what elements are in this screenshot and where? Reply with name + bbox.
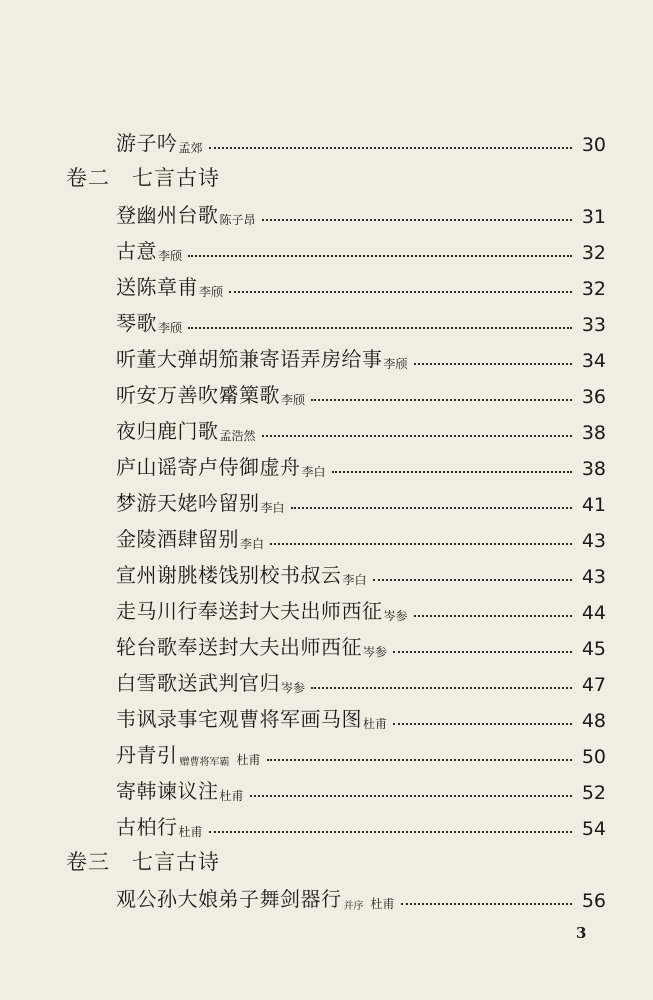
entry-page-number: 32 xyxy=(581,278,606,300)
toc-entry xyxy=(66,412,606,448)
dot-leader xyxy=(332,471,572,473)
dot-leader xyxy=(209,831,572,833)
toc-entry xyxy=(66,268,606,304)
poem-author: 李颀 xyxy=(158,321,183,335)
entry-page-number: 32 xyxy=(581,242,606,264)
dot-leader xyxy=(311,399,572,401)
poem-title: 古柏行 xyxy=(116,815,178,839)
dot-leader xyxy=(188,255,572,257)
entry-page-number: 34 xyxy=(581,350,606,372)
poem-author: 岑参 xyxy=(281,681,306,695)
poem-title: 白雪歌送武判官归 xyxy=(116,671,280,695)
entry-page-number: 44 xyxy=(581,602,606,624)
poem-title: 金陵酒肆留别 xyxy=(116,527,239,551)
entry-page-number: 52 xyxy=(581,782,606,804)
volume-heading xyxy=(66,844,606,880)
entry-page-number: 41 xyxy=(581,494,606,516)
poem-title: 游子吟 xyxy=(116,131,178,155)
toc-entry xyxy=(66,664,606,700)
poem-title: 宣州谢朓楼饯别校书叔云 xyxy=(116,563,342,587)
toc-entry xyxy=(66,232,606,268)
entry-page-number: 43 xyxy=(581,566,606,588)
poem-title: 寄韩谏议注 xyxy=(116,779,219,803)
poem-title: 轮台歌奉送封大夫出师西征 xyxy=(116,635,362,659)
poem-title: 夜归鹿门歌 xyxy=(116,419,219,443)
entry-page-number: 48 xyxy=(581,710,606,732)
poem-author: 李颀 xyxy=(383,357,408,371)
entry-page-number: 45 xyxy=(581,638,606,660)
entry-page-number: 36 xyxy=(581,386,606,408)
dot-leader xyxy=(401,903,572,905)
toc-entry xyxy=(66,736,606,772)
dot-leader xyxy=(209,147,572,149)
dot-leader xyxy=(267,759,572,761)
entry-page-number: 54 xyxy=(581,818,606,840)
toc-entry xyxy=(66,196,606,232)
dot-leader xyxy=(188,327,572,329)
poem-title: 观公孙大娘弟子舞剑器行 xyxy=(116,887,342,911)
toc-entry xyxy=(66,448,606,484)
dot-leader xyxy=(311,687,572,689)
toc-entry xyxy=(66,556,606,592)
dot-leader xyxy=(414,615,572,617)
dot-leader xyxy=(393,651,572,653)
volume-number: 卷二 xyxy=(66,166,110,190)
dot-leader xyxy=(262,435,572,437)
poem-title: 琴歌 xyxy=(116,311,157,335)
volume-title: 七言古诗 xyxy=(132,850,220,874)
poem-note: 赠曹将军霸 xyxy=(179,757,230,768)
poem-author: 李白 xyxy=(342,573,367,587)
poem-author: 杜甫 xyxy=(236,753,261,767)
poem-title: 登幽州台歌 xyxy=(116,203,219,227)
poem-title: 送陈章甫 xyxy=(116,275,198,299)
poem-author: 李白 xyxy=(260,501,285,515)
poem-author: 岑参 xyxy=(363,645,388,659)
toc-entry xyxy=(66,880,606,916)
entry-page-number: 56 xyxy=(581,890,606,912)
dot-leader xyxy=(393,723,572,725)
toc-entry xyxy=(66,376,606,412)
dot-leader xyxy=(414,363,572,365)
entry-page-number: 43 xyxy=(581,530,606,552)
entry-page-number: 31 xyxy=(581,206,606,228)
poem-title: 梦游天姥吟留别 xyxy=(116,491,260,515)
dot-leader xyxy=(291,507,572,509)
poem-title: 古意 xyxy=(116,239,157,263)
poem-author: 孟浩然 xyxy=(219,429,256,443)
toc-entry xyxy=(66,592,606,628)
dot-leader xyxy=(373,579,572,581)
poem-author: 杜甫 xyxy=(363,717,388,731)
volume-title: 七言古诗 xyxy=(132,166,220,190)
poem-title: 听安万善吹觱篥歌 xyxy=(116,383,280,407)
dot-leader xyxy=(229,291,572,293)
poem-author: 李颀 xyxy=(199,285,224,299)
poem-author: 李颀 xyxy=(158,249,183,263)
toc-entry xyxy=(66,304,606,340)
toc-entry xyxy=(66,340,606,376)
poem-title: 庐山谣寄卢侍御虚舟 xyxy=(116,455,301,479)
toc-entry xyxy=(66,628,606,664)
entry-page-number: 50 xyxy=(581,746,606,768)
entry-page-number: 33 xyxy=(581,314,606,336)
entry-page-number: 38 xyxy=(581,458,606,480)
volume-number: 卷三 xyxy=(66,850,110,874)
poem-author: 李颀 xyxy=(281,393,306,407)
toc-entry xyxy=(66,808,606,844)
toc-entry xyxy=(66,520,606,556)
table-of-contents xyxy=(66,124,606,916)
toc-entry xyxy=(66,772,606,808)
poem-author: 孟郊 xyxy=(178,141,203,155)
poem-title: 韦讽录事宅观曹将军画马图 xyxy=(116,707,362,731)
poem-author: 陈子昂 xyxy=(219,213,256,227)
poem-title: 走马川行奉送封大夫出师西征 xyxy=(116,599,383,623)
toc-entry xyxy=(66,700,606,736)
dot-leader xyxy=(262,219,572,221)
poem-author: 杜甫 xyxy=(178,825,203,839)
poem-author: 李白 xyxy=(240,537,265,551)
dot-leader xyxy=(250,795,572,797)
poem-author: 岑参 xyxy=(383,609,408,623)
poem-note: 并序 xyxy=(343,901,364,912)
volume-heading xyxy=(66,160,606,196)
poem-author: 李白 xyxy=(301,465,326,479)
poem-title: 丹青引 xyxy=(116,743,178,767)
dot-leader xyxy=(270,543,572,545)
entry-page-number: 30 xyxy=(581,134,606,156)
entry-page-number: 47 xyxy=(581,674,606,696)
poem-author: 杜甫 xyxy=(370,897,395,911)
page-number: 3 xyxy=(576,924,587,942)
poem-author: 杜甫 xyxy=(219,789,244,803)
toc-entry xyxy=(66,484,606,520)
toc-entry xyxy=(66,124,606,160)
poem-title: 听董大弹胡笳兼寄语弄房给事 xyxy=(116,347,383,371)
entry-page-number: 38 xyxy=(581,422,606,444)
